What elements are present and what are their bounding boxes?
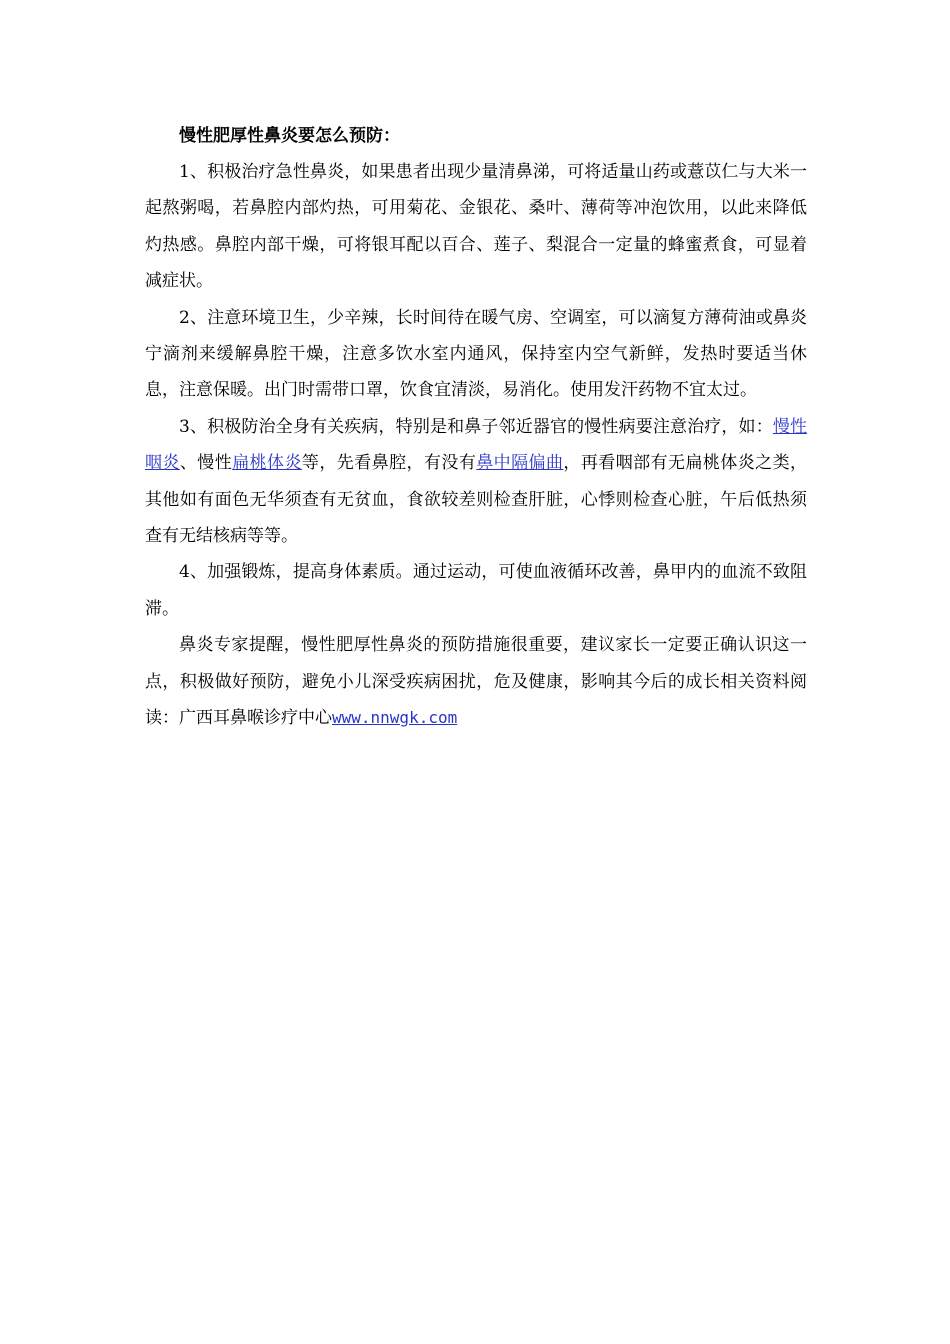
paragraph-1: 1、积极治疗急性鼻炎，如果患者出现少量清鼻涕，可将适量山药或薏苡仁与大米一起熬粥喝，若鼻腔内部灼热，可用菊花、金银花、桑叶、薄荷等冲泡饮用，以此来降低灼热感。鼻腔内部干燥，可将银耳配以百合、莲子、梨混合一定量的蜂蜜煮食，可显着减症状。: [145, 162, 807, 292]
link-deviated-septum[interactable]: 鼻中隔偏曲: [476, 453, 564, 474]
paragraph-5: [145, 627, 807, 736]
link-chronic-pharyngitis[interactable]: 慢性咽炎: [145, 416, 807, 474]
link-tonsillitis[interactable]: 扁桃体炎: [232, 453, 302, 474]
paragraph-4: 4、加强锻炼，提高身体素质。通过运动，可使血液循环改善，鼻甲内的血流不致阻滞。: [145, 562, 807, 619]
paragraph-3-text-1: 3、积极防治全身有关疾病，特别是和鼻子邻近器官的慢性病要注意治疗，如：: [179, 416, 773, 437]
document-body: [145, 118, 807, 737]
paragraph-2: 2、注意环境卫生，少辛辣，长时间待在暖气房、空调室，可以滴复方薄荷油或鼻炎宁滴剂来缓解鼻腔干燥，注意多饮水室内通风，保持室内空气新鲜，发热时要适当休息，注意保暖。出门时需带口罩，饮食宜清淡，易消化。使用发汗药物不宜太过。: [145, 307, 807, 401]
paragraph-3-text-2: 、慢性: [179, 453, 233, 474]
paragraph-3-text-4: ，再看咽部有无扁桃体炎之类，其他如有面色无华须查有无贫血，食欲较差则检查肝脏，心悸则检查心脏，午后低热须查有无结核病等等。: [145, 453, 808, 547]
paragraph-3-text-3: 等，先看鼻腔，有没有: [301, 453, 477, 474]
paragraph-3: [145, 409, 807, 555]
article-title: 慢性肥厚性鼻炎要怎么预防：: [179, 126, 400, 146]
paragraph-5-text: 鼻炎专家提醒，慢性肥厚性鼻炎的预防措施很重要，建议家长一定要正确认识这一点，积极做好预防，避免小儿深受疾病困扰，危及健康，影响其今后的成长相关资料阅读：广西耳鼻喉诊疗中心: [145, 635, 807, 729]
website-link[interactable]: www.nnwgk.com: [332, 708, 458, 728]
